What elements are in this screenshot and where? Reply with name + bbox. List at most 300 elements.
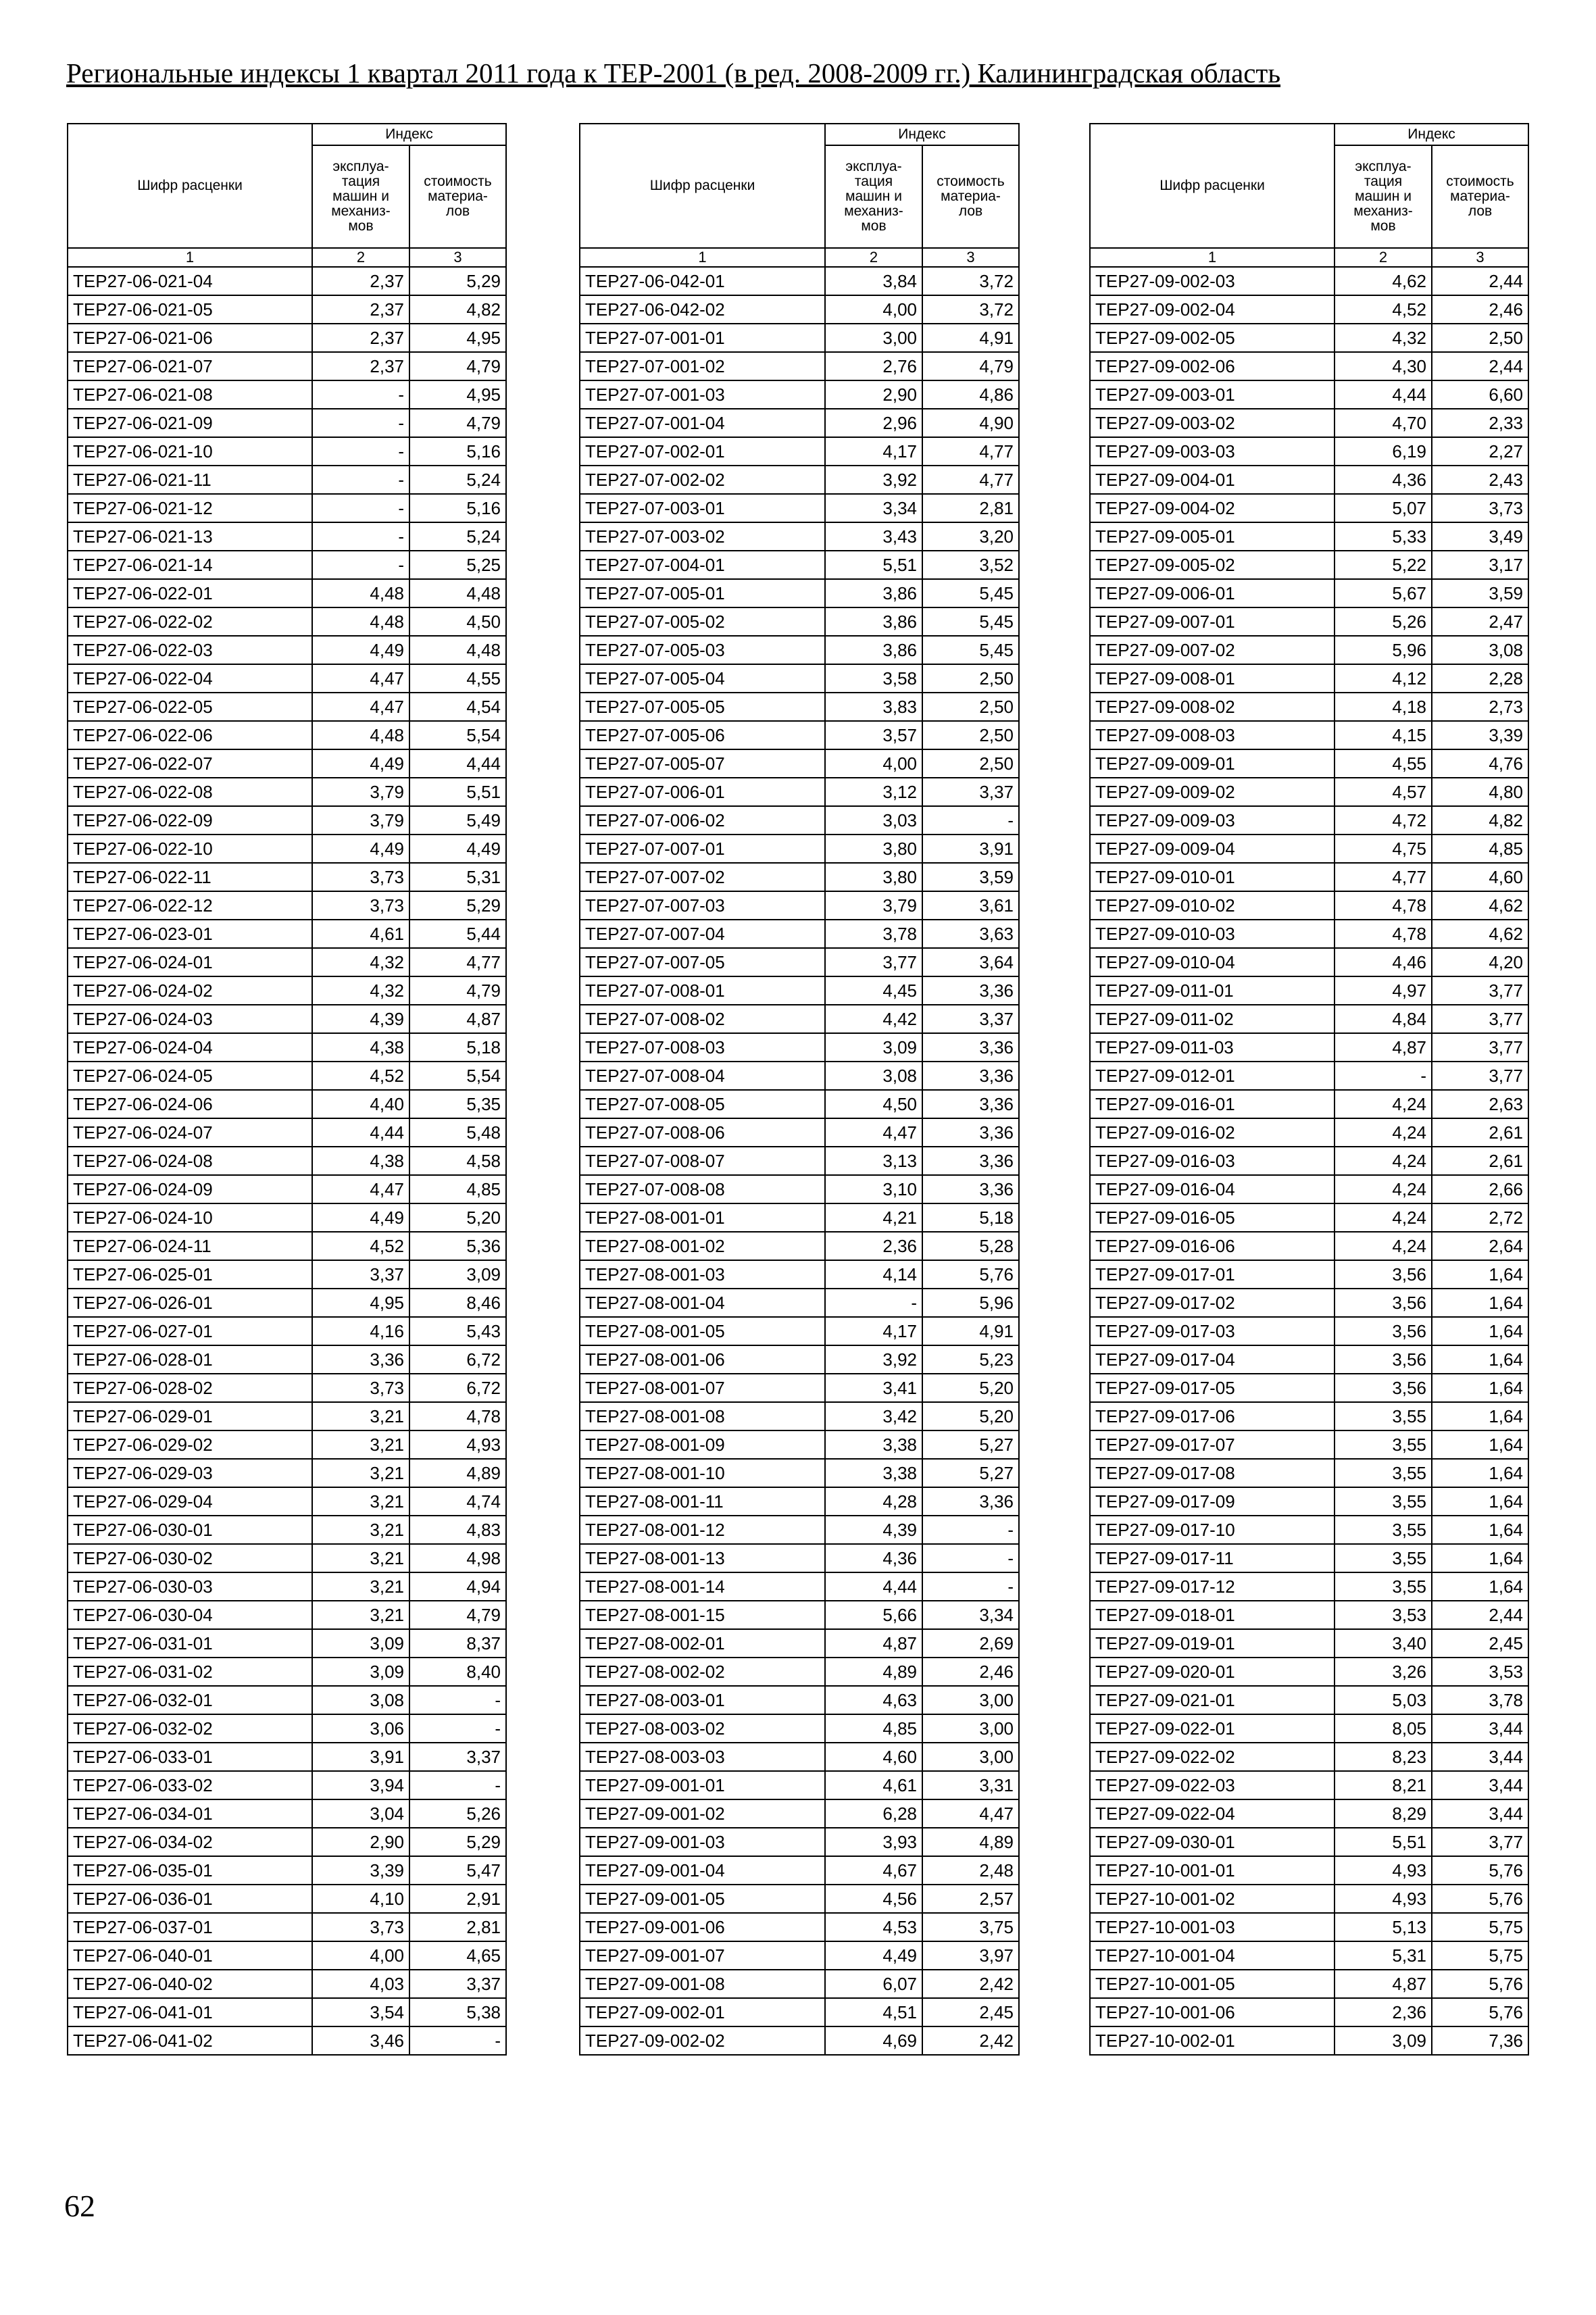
rate-code-cell: ТЕР27-07-006-01 — [580, 778, 825, 806]
table-row — [580, 891, 1019, 920]
machines-index-cell: 3,43 — [825, 522, 922, 551]
table-row — [1090, 664, 1528, 693]
table-row — [1090, 1232, 1528, 1260]
materials-index-cell: 3,53 — [1432, 1658, 1528, 1686]
machines-index-cell: 4,87 — [1335, 1970, 1432, 1998]
materials-index-cell: 6,60 — [1432, 380, 1528, 409]
rate-code-cell: ТЕР27-06-029-02 — [68, 1430, 312, 1459]
machines-index-cell: 3,36 — [312, 1345, 409, 1374]
machines-index-cell: 3,56 — [1335, 1374, 1432, 1402]
header-materials: стоимость материа- лов — [922, 145, 1019, 248]
machines-index-cell: 4,48 — [312, 607, 409, 636]
rate-code-cell: ТЕР27-09-011-02 — [1090, 1005, 1335, 1033]
table-row — [68, 636, 506, 664]
materials-index-cell: 2,28 — [1432, 664, 1528, 693]
materials-index-cell: 7,36 — [1432, 2026, 1528, 2055]
materials-index-cell: 5,76 — [1432, 1856, 1528, 1885]
machines-index-cell: 4,52 — [312, 1232, 409, 1260]
materials-index-cell: 3,31 — [922, 1771, 1019, 1799]
rate-code-cell: ТЕР27-06-032-02 — [68, 1714, 312, 1743]
table-row — [580, 1572, 1019, 1601]
materials-index-cell: - — [922, 1544, 1019, 1572]
materials-index-cell: 4,77 — [409, 948, 506, 976]
materials-index-cell: 5,51 — [409, 778, 506, 806]
materials-index-cell: 3,00 — [922, 1743, 1019, 1771]
machines-index-cell: - — [312, 494, 409, 522]
table-row — [1090, 1799, 1528, 1828]
machines-index-cell: 4,49 — [312, 636, 409, 664]
machines-index-cell: 3,21 — [312, 1544, 409, 1572]
rate-code-cell: ТЕР27-09-001-06 — [580, 1913, 825, 1941]
table-row — [580, 579, 1019, 607]
rate-code-cell: ТЕР27-08-001-06 — [580, 1345, 825, 1374]
materials-index-cell: 3,36 — [922, 1487, 1019, 1516]
table-row — [1090, 920, 1528, 948]
rate-code-cell: ТЕР27-09-008-02 — [1090, 693, 1335, 721]
page-number: 62 — [64, 2189, 95, 2223]
materials-index-cell: 5,26 — [409, 1799, 506, 1828]
rate-code-cell: ТЕР27-09-017-07 — [1090, 1430, 1335, 1459]
rate-code-cell: ТЕР27-06-021-10 — [68, 437, 312, 466]
table-row — [580, 607, 1019, 636]
table-row — [68, 721, 506, 749]
table-row — [68, 1345, 506, 1374]
rate-code-cell: ТЕР27-09-017-12 — [1090, 1572, 1335, 1601]
rate-code-cell: ТЕР27-06-029-04 — [68, 1487, 312, 1516]
machines-index-cell: 3,55 — [1335, 1402, 1432, 1430]
machines-index-cell: 3,73 — [312, 1374, 409, 1402]
materials-index-cell: 5,44 — [409, 920, 506, 948]
machines-index-cell: 3,79 — [825, 891, 922, 920]
table-row — [1090, 1516, 1528, 1544]
rate-code-cell: ТЕР27-09-001-03 — [580, 1828, 825, 1856]
rate-code-cell: ТЕР27-08-001-08 — [580, 1402, 825, 1430]
table-row — [580, 1544, 1019, 1572]
table-row — [580, 324, 1019, 352]
materials-index-cell: - — [409, 1714, 506, 1743]
machines-index-cell: 4,38 — [312, 1033, 409, 1062]
materials-index-cell: 5,23 — [922, 1345, 1019, 1374]
rate-code-cell: ТЕР27-07-007-05 — [580, 948, 825, 976]
header-index-group: Индекс — [312, 124, 506, 145]
rate-code-cell: ТЕР27-09-009-01 — [1090, 749, 1335, 778]
rate-code-cell: ТЕР27-09-001-04 — [580, 1856, 825, 1885]
machines-index-cell: 4,21 — [825, 1203, 922, 1232]
table-row — [1090, 2026, 1528, 2055]
table-row — [580, 1856, 1019, 1885]
materials-index-cell: 3,73 — [1432, 494, 1528, 522]
materials-index-cell: 5,48 — [409, 1118, 506, 1147]
header-machines: эксплуа- тация машин и механиз- мов — [1335, 145, 1432, 248]
header-num-1: 1 — [1090, 248, 1335, 267]
rate-code-cell: ТЕР27-06-021-06 — [68, 324, 312, 352]
table-row — [68, 607, 506, 636]
table-row — [68, 1402, 506, 1430]
materials-index-cell: 3,36 — [922, 1175, 1019, 1203]
table-row — [68, 1459, 506, 1487]
table-row — [68, 437, 506, 466]
materials-index-cell: 2,50 — [922, 721, 1019, 749]
table-row — [68, 324, 506, 352]
rate-code-cell: ТЕР27-09-002-01 — [580, 1998, 825, 2026]
table-row — [68, 1232, 506, 1260]
materials-index-cell: 3,77 — [1432, 1005, 1528, 1033]
table-row — [1090, 948, 1528, 976]
rate-code-cell: ТЕР27-07-001-01 — [580, 324, 825, 352]
materials-index-cell: 3,64 — [922, 948, 1019, 976]
rate-code-cell: ТЕР27-06-021-12 — [68, 494, 312, 522]
rate-code-cell: ТЕР27-06-024-04 — [68, 1033, 312, 1062]
rate-code-cell: ТЕР27-09-002-05 — [1090, 324, 1335, 352]
machines-index-cell: 4,53 — [825, 1913, 922, 1941]
materials-index-cell: 3,77 — [1432, 1828, 1528, 1856]
machines-index-cell: 3,80 — [825, 863, 922, 891]
rate-code-cell: ТЕР27-09-009-04 — [1090, 835, 1335, 863]
materials-index-cell: 1,64 — [1432, 1260, 1528, 1289]
machines-index-cell: 3,09 — [312, 1629, 409, 1658]
table-row — [68, 466, 506, 494]
rate-code-cell: ТЕР27-09-017-11 — [1090, 1544, 1335, 1572]
rate-code-cell: ТЕР27-06-026-01 — [68, 1289, 312, 1317]
table-row — [68, 1771, 506, 1799]
machines-index-cell: 4,93 — [1335, 1856, 1432, 1885]
machines-index-cell: 5,31 — [1335, 1941, 1432, 1970]
materials-index-cell: 1,64 — [1432, 1402, 1528, 1430]
table-row — [68, 1289, 506, 1317]
materials-index-cell: 4,50 — [409, 607, 506, 636]
materials-index-cell: 4,44 — [409, 749, 506, 778]
machines-index-cell: 3,37 — [312, 1260, 409, 1289]
materials-index-cell: 5,45 — [922, 579, 1019, 607]
table-row — [1090, 1317, 1528, 1345]
rate-code-cell: ТЕР27-10-001-06 — [1090, 1998, 1335, 2026]
rate-code-cell: ТЕР27-06-033-02 — [68, 1771, 312, 1799]
machines-index-cell: 4,52 — [312, 1062, 409, 1090]
machines-index-cell: 3,06 — [312, 1714, 409, 1743]
materials-index-cell: 4,48 — [409, 636, 506, 664]
header-index-group: Индекс — [825, 124, 1019, 145]
rate-code-cell: ТЕР27-06-042-01 — [580, 267, 825, 295]
materials-index-cell: 4,89 — [922, 1828, 1019, 1856]
table-row — [580, 664, 1019, 693]
table-row — [580, 749, 1019, 778]
header-num-3: 3 — [1432, 248, 1528, 267]
rate-code-cell: ТЕР27-09-001-08 — [580, 1970, 825, 1998]
materials-index-cell: 4,47 — [922, 1799, 1019, 1828]
rate-code-cell: ТЕР27-07-005-02 — [580, 607, 825, 636]
materials-index-cell: 4,54 — [409, 693, 506, 721]
machines-index-cell: 4,49 — [312, 835, 409, 863]
table-row — [1090, 1714, 1528, 1743]
machines-index-cell: 4,40 — [312, 1090, 409, 1118]
materials-index-cell: 5,24 — [409, 466, 506, 494]
materials-index-cell: 5,28 — [922, 1232, 1019, 1260]
rate-code-cell: ТЕР27-09-004-02 — [1090, 494, 1335, 522]
materials-index-cell: 4,55 — [409, 664, 506, 693]
rate-code-cell: ТЕР27-09-017-08 — [1090, 1459, 1335, 1487]
machines-index-cell: 4,77 — [1335, 863, 1432, 891]
machines-index-cell: 4,17 — [825, 1317, 922, 1345]
table-row — [1090, 835, 1528, 863]
machines-index-cell: 2,90 — [312, 1828, 409, 1856]
materials-index-cell: 4,98 — [409, 1544, 506, 1572]
table-row — [68, 1941, 506, 1970]
materials-index-cell: 3,72 — [922, 267, 1019, 295]
machines-index-cell: 3,40 — [1335, 1629, 1432, 1658]
materials-index-cell: 3,36 — [922, 1090, 1019, 1118]
rate-code-cell: ТЕР27-06-024-10 — [68, 1203, 312, 1232]
materials-index-cell: 3,59 — [922, 863, 1019, 891]
rate-code-cell: ТЕР27-09-001-05 — [580, 1885, 825, 1913]
machines-index-cell: 3,54 — [312, 1998, 409, 2026]
materials-index-cell: 3,36 — [922, 1147, 1019, 1175]
rate-code-cell: ТЕР27-07-001-03 — [580, 380, 825, 409]
rate-code-cell: ТЕР27-10-001-04 — [1090, 1941, 1335, 1970]
rate-code-cell: ТЕР27-09-017-03 — [1090, 1317, 1335, 1345]
rate-code-cell: ТЕР27-07-004-01 — [580, 551, 825, 579]
machines-index-cell: 3,09 — [1335, 2026, 1432, 2055]
materials-index-cell: 2,61 — [1432, 1147, 1528, 1175]
rate-code-cell: ТЕР27-09-017-04 — [1090, 1345, 1335, 1374]
materials-index-cell: 3,44 — [1432, 1714, 1528, 1743]
materials-index-cell: 3,52 — [922, 551, 1019, 579]
index-table-3 — [1089, 123, 1529, 2056]
rate-code-cell: ТЕР27-06-022-04 — [68, 664, 312, 693]
machines-index-cell: 3,09 — [312, 1658, 409, 1686]
rate-code-cell: ТЕР27-06-022-05 — [68, 693, 312, 721]
table-body — [580, 267, 1019, 2055]
materials-index-cell: 2,45 — [1432, 1629, 1528, 1658]
rate-code-cell: ТЕР27-09-017-05 — [1090, 1374, 1335, 1402]
machines-index-cell: 3,26 — [1335, 1658, 1432, 1686]
machines-index-cell: 3,58 — [825, 664, 922, 693]
rate-code-cell: ТЕР27-06-022-06 — [68, 721, 312, 749]
header-code: Шифр расценки — [68, 124, 312, 248]
machines-index-cell: 4,78 — [1335, 920, 1432, 948]
machines-index-cell: 4,95 — [312, 1289, 409, 1317]
table-row — [68, 1658, 506, 1686]
materials-index-cell: 5,24 — [409, 522, 506, 551]
materials-index-cell: 3,17 — [1432, 551, 1528, 579]
table-row — [580, 380, 1019, 409]
rate-code-cell: ТЕР27-09-018-01 — [1090, 1601, 1335, 1629]
materials-index-cell: 5,75 — [1432, 1941, 1528, 1970]
materials-index-cell: 1,64 — [1432, 1516, 1528, 1544]
table-row — [1090, 1430, 1528, 1459]
materials-index-cell: 3,77 — [1432, 1033, 1528, 1062]
table-row — [68, 1828, 506, 1856]
table-row — [68, 664, 506, 693]
materials-index-cell: 3,77 — [1432, 976, 1528, 1005]
machines-index-cell: 3,34 — [825, 494, 922, 522]
machines-index-cell: 3,21 — [312, 1459, 409, 1487]
rate-code-cell: ТЕР27-06-040-02 — [68, 1970, 312, 1998]
machines-index-cell: 4,69 — [825, 2026, 922, 2055]
machines-index-cell: - — [312, 551, 409, 579]
rate-code-cell: ТЕР27-07-008-02 — [580, 1005, 825, 1033]
machines-index-cell: 4,55 — [1335, 749, 1432, 778]
machines-index-cell: 5,03 — [1335, 1686, 1432, 1714]
machines-index-cell: 4,63 — [825, 1686, 922, 1714]
machines-index-cell: 4,51 — [825, 1998, 922, 2026]
materials-index-cell: 8,37 — [409, 1629, 506, 1658]
materials-index-cell: - — [922, 1516, 1019, 1544]
table-row — [1090, 1118, 1528, 1147]
machines-index-cell: 6,19 — [1335, 437, 1432, 466]
materials-index-cell: 3,36 — [922, 976, 1019, 1005]
machines-index-cell: 2,96 — [825, 409, 922, 437]
table-row — [68, 1970, 506, 1998]
machines-index-cell: 3,10 — [825, 1175, 922, 1203]
machines-index-cell: 5,96 — [1335, 636, 1432, 664]
rate-code-cell: ТЕР27-08-003-01 — [580, 1686, 825, 1714]
materials-index-cell: 4,87 — [409, 1005, 506, 1033]
machines-index-cell: 4,87 — [1335, 1033, 1432, 1062]
rate-code-cell: ТЕР27-09-003-01 — [1090, 380, 1335, 409]
materials-index-cell: 5,49 — [409, 806, 506, 835]
materials-index-cell: 1,64 — [1432, 1544, 1528, 1572]
machines-index-cell: 3,38 — [825, 1430, 922, 1459]
materials-index-cell: 4,65 — [409, 1941, 506, 1970]
machines-index-cell: 3,21 — [312, 1516, 409, 1544]
header-num-2: 2 — [825, 248, 922, 267]
table-row — [580, 806, 1019, 835]
machines-index-cell: - — [312, 437, 409, 466]
rate-code-cell: ТЕР27-09-017-10 — [1090, 1516, 1335, 1544]
materials-index-cell: 6,72 — [409, 1374, 506, 1402]
materials-index-cell: 2,66 — [1432, 1175, 1528, 1203]
machines-index-cell: 3,21 — [312, 1430, 409, 1459]
machines-index-cell: 4,44 — [1335, 380, 1432, 409]
materials-index-cell: 5,54 — [409, 721, 506, 749]
materials-index-cell: 1,64 — [1432, 1345, 1528, 1374]
machines-index-cell: 4,60 — [825, 1743, 922, 1771]
table-row — [68, 1516, 506, 1544]
table-row — [68, 1203, 506, 1232]
materials-index-cell: 5,29 — [409, 267, 506, 295]
machines-index-cell: 4,24 — [1335, 1203, 1432, 1232]
machines-index-cell: 4,00 — [825, 749, 922, 778]
materials-index-cell: 5,96 — [922, 1289, 1019, 1317]
rate-code-cell: ТЕР27-09-008-03 — [1090, 721, 1335, 749]
table-row — [68, 1601, 506, 1629]
materials-index-cell: - — [922, 1572, 1019, 1601]
rate-code-cell: ТЕР27-06-030-03 — [68, 1572, 312, 1601]
machines-index-cell: - — [1335, 1062, 1432, 1090]
rate-code-cell: ТЕР27-09-016-01 — [1090, 1090, 1335, 1118]
machines-index-cell: 3,39 — [312, 1856, 409, 1885]
table-row — [580, 1970, 1019, 1998]
table-row — [68, 1998, 506, 2026]
table-row — [580, 1203, 1019, 1232]
machines-index-cell: 3,38 — [825, 1459, 922, 1487]
materials-index-cell: 2,42 — [922, 1970, 1019, 1998]
machines-index-cell: - — [312, 409, 409, 437]
rate-code-cell: ТЕР27-09-010-04 — [1090, 948, 1335, 976]
machines-index-cell: 4,57 — [1335, 778, 1432, 806]
machines-index-cell: 5,26 — [1335, 607, 1432, 636]
materials-index-cell: 5,27 — [922, 1459, 1019, 1487]
machines-index-cell: 4,45 — [825, 976, 922, 1005]
rate-code-cell: ТЕР27-07-005-03 — [580, 636, 825, 664]
machines-index-cell: 3,83 — [825, 693, 922, 721]
rate-code-cell: ТЕР27-09-007-02 — [1090, 636, 1335, 664]
table-row — [580, 1629, 1019, 1658]
rate-code-cell: ТЕР27-07-002-01 — [580, 437, 825, 466]
table-row — [580, 1828, 1019, 1856]
rate-code-cell: ТЕР27-06-027-01 — [68, 1317, 312, 1345]
rate-code-cell: ТЕР27-09-003-02 — [1090, 409, 1335, 437]
table-row — [68, 976, 506, 1005]
table-row — [1090, 1856, 1528, 1885]
machines-index-cell: 5,22 — [1335, 551, 1432, 579]
materials-index-cell: 4,79 — [409, 352, 506, 380]
table-row — [68, 835, 506, 863]
rate-code-cell: ТЕР27-07-007-04 — [580, 920, 825, 948]
machines-index-cell: 6,07 — [825, 1970, 922, 1998]
table-row — [68, 1118, 506, 1147]
materials-index-cell: 4,91 — [922, 1317, 1019, 1345]
materials-index-cell: 5,76 — [1432, 1885, 1528, 1913]
table-row — [580, 636, 1019, 664]
table-row — [1090, 409, 1528, 437]
materials-index-cell: 5,47 — [409, 1856, 506, 1885]
machines-index-cell: 3,09 — [825, 1033, 922, 1062]
machines-index-cell: - — [312, 466, 409, 494]
machines-index-cell: 3,21 — [312, 1572, 409, 1601]
index-table-2 — [579, 123, 1020, 2056]
rate-code-cell: ТЕР27-07-008-08 — [580, 1175, 825, 1203]
table-row — [68, 1686, 506, 1714]
materials-index-cell: 4,48 — [409, 579, 506, 607]
index-table-1 — [67, 123, 507, 2056]
table-row — [580, 1771, 1019, 1799]
machines-index-cell: 4,39 — [312, 1005, 409, 1033]
machines-index-cell: 3,55 — [1335, 1544, 1432, 1572]
rate-code-cell: ТЕР27-09-001-07 — [580, 1941, 825, 1970]
table-row — [68, 380, 506, 409]
machines-index-cell: 3,77 — [825, 948, 922, 976]
page-title: Региональные индексы 1 квартал 2011 года к ТЕР-2001 (в ред. 2008-2009 гг.) Калининградская область — [66, 57, 1281, 89]
materials-index-cell: 4,80 — [1432, 778, 1528, 806]
materials-index-cell: 3,37 — [922, 778, 1019, 806]
rate-code-cell: ТЕР27-09-030-01 — [1090, 1828, 1335, 1856]
rate-code-cell: ТЕР27-09-016-03 — [1090, 1147, 1335, 1175]
table-row — [1090, 437, 1528, 466]
machines-index-cell: 3,79 — [312, 778, 409, 806]
materials-index-cell: 1,64 — [1432, 1459, 1528, 1487]
table-row — [68, 863, 506, 891]
materials-index-cell: 4,82 — [409, 295, 506, 324]
table-row — [580, 948, 1019, 976]
rate-code-cell: ТЕР27-09-012-01 — [1090, 1062, 1335, 1090]
machines-index-cell: 3,80 — [825, 835, 922, 863]
machines-index-cell: 4,24 — [1335, 1090, 1432, 1118]
table-row — [1090, 1885, 1528, 1913]
machines-index-cell: 4,24 — [1335, 1232, 1432, 1260]
header-num-3: 3 — [922, 248, 1019, 267]
rate-code-cell: ТЕР27-06-021-04 — [68, 267, 312, 295]
rate-code-cell: ТЕР27-07-001-04 — [580, 409, 825, 437]
materials-index-cell: 4,82 — [1432, 806, 1528, 835]
machines-index-cell: 2,76 — [825, 352, 922, 380]
materials-index-cell: 2,50 — [922, 749, 1019, 778]
materials-index-cell: 5,18 — [409, 1033, 506, 1062]
materials-index-cell: 4,78 — [409, 1402, 506, 1430]
machines-index-cell: 4,36 — [1335, 466, 1432, 494]
materials-index-cell: 4,62 — [1432, 920, 1528, 948]
machines-index-cell: - — [312, 380, 409, 409]
